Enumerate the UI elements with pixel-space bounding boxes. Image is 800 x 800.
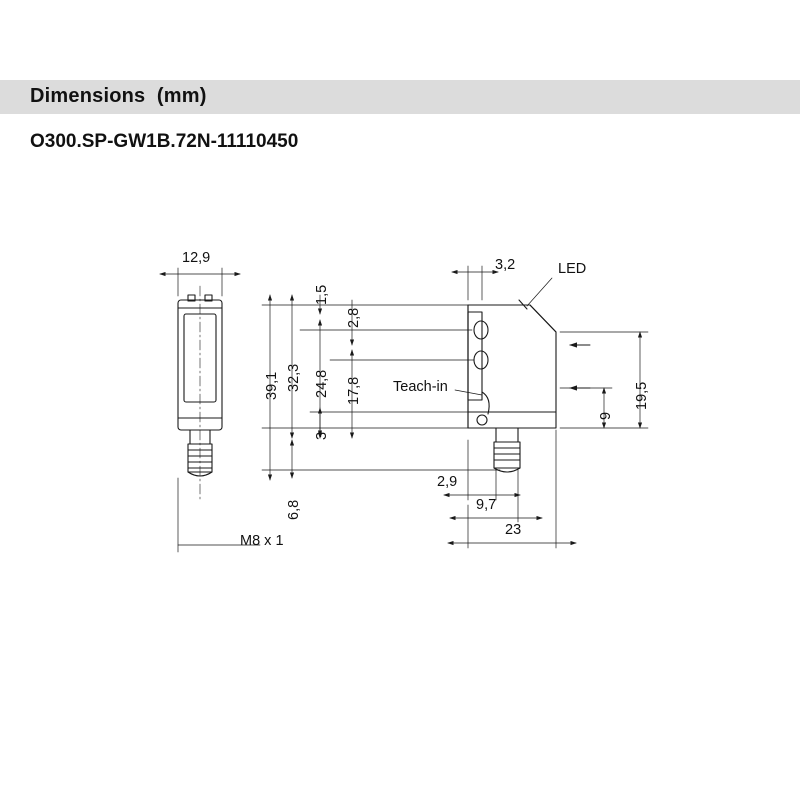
label-teach-in: Teach-in (393, 379, 448, 395)
dim-label-6-8: 6,8 (286, 499, 302, 520)
dim-label-17-8: 17,8 (346, 376, 362, 405)
side-view-body (468, 300, 556, 472)
dim-label-3-2: 3,2 (495, 257, 516, 273)
dim-label-32-3: 32,3 (286, 363, 302, 392)
page-title: Dimensions (mm) (30, 85, 207, 107)
label-led: LED (558, 261, 587, 277)
dim-label-39-1: 39,1 (264, 371, 280, 400)
dim-label-23: 23 (505, 522, 522, 538)
dim-label-2-9: 2,9 (437, 474, 458, 490)
dim-label-3: 3 (314, 431, 330, 440)
label-m8-thread: M8 x 1 (240, 533, 284, 549)
front-view-body (178, 286, 222, 500)
beam-arrows (570, 345, 590, 388)
part-number: O300.SP-GW1B.72N-11110450 (30, 131, 299, 152)
dim-label-24-8: 24,8 (314, 369, 330, 398)
dim-label-9-7: 9,7 (476, 497, 497, 513)
dim-label-9: 9 (598, 411, 614, 420)
dim-label-12-9: 12,9 (182, 250, 211, 266)
dim-label-2-8: 2,8 (346, 307, 362, 328)
dim-label-1-5: 1,5 (314, 284, 330, 305)
dim-label-19-5: 19,5 (634, 381, 650, 410)
